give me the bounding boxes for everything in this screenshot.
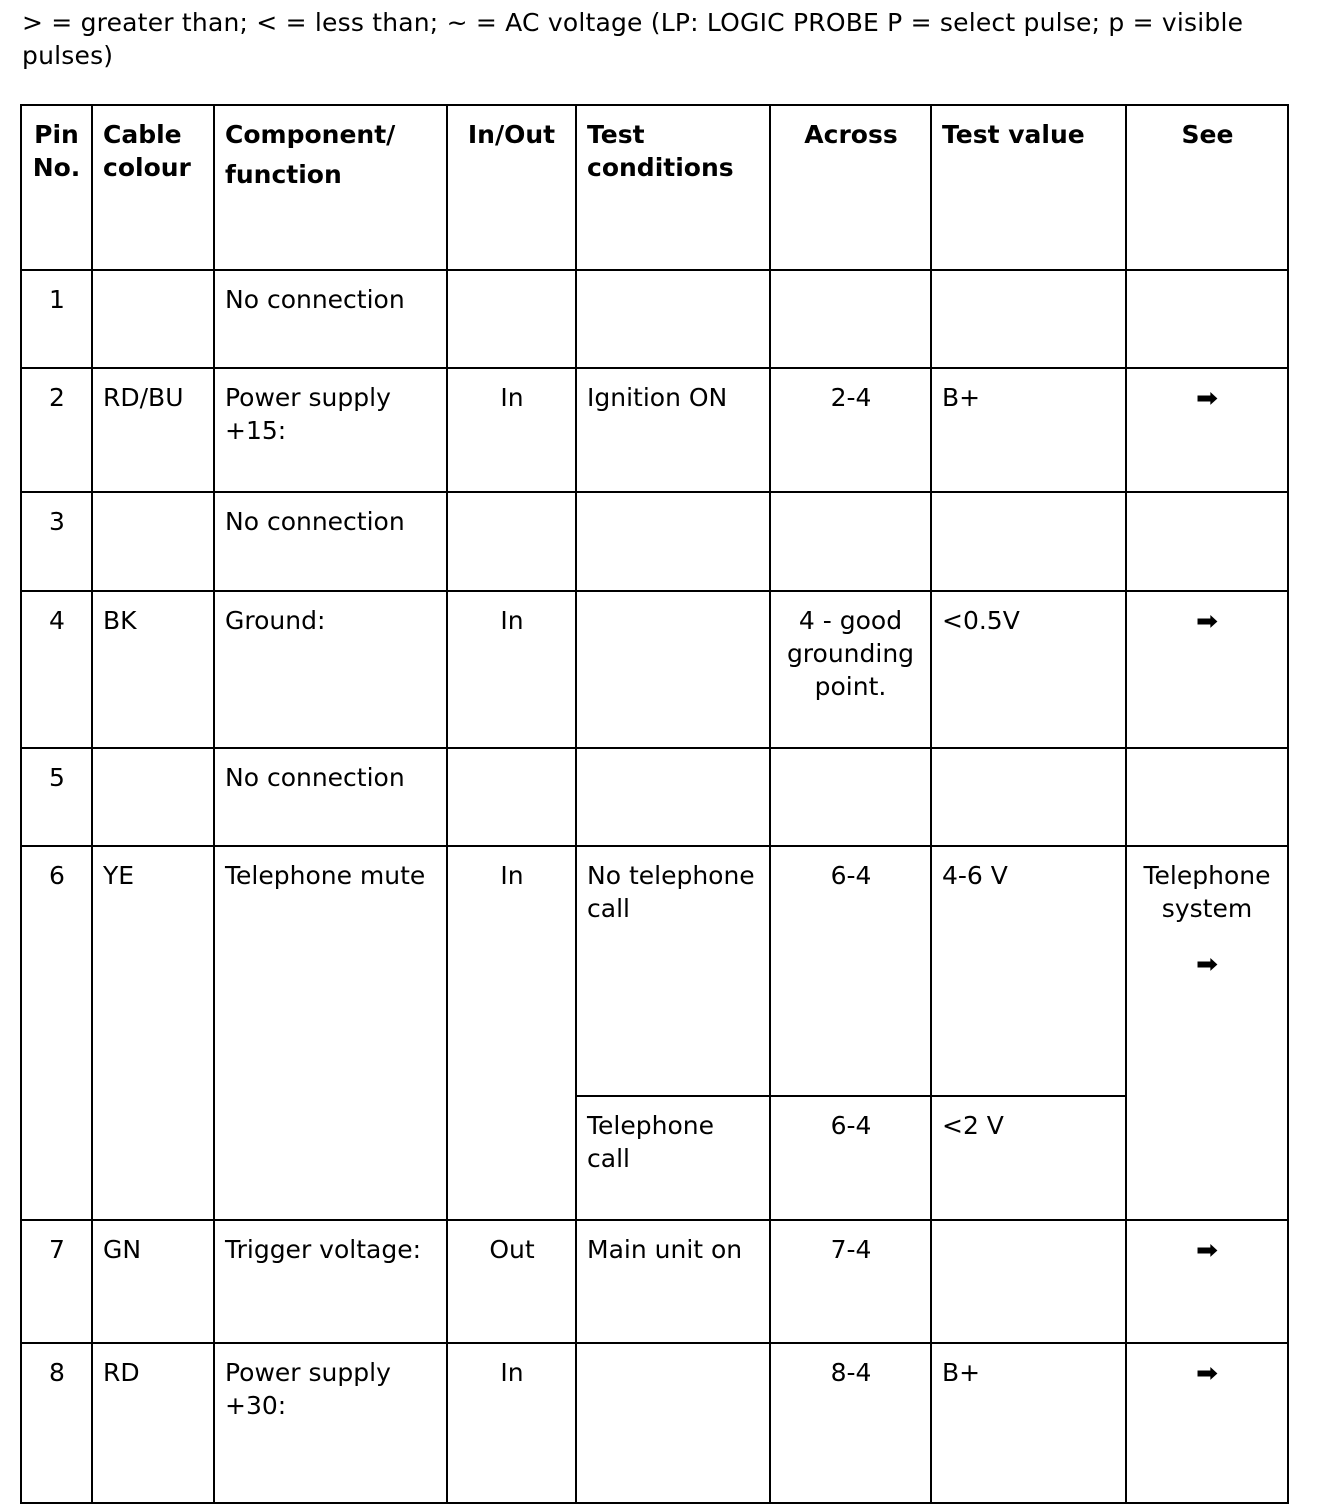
across: 7-4	[770, 1220, 931, 1343]
in-out	[447, 270, 576, 368]
component-function: No connection	[214, 270, 447, 368]
table-row	[21, 1343, 1288, 1503]
header-component-line2: function	[225, 160, 342, 189]
pin-number: 7	[21, 1220, 92, 1343]
see-cell	[1126, 748, 1288, 846]
test-value	[931, 1220, 1126, 1343]
across: 6-4	[770, 1096, 931, 1220]
in-out	[447, 492, 576, 591]
pin-assignment-table	[20, 104, 1289, 1504]
see-cell	[1126, 368, 1288, 492]
table-row	[21, 748, 1288, 846]
test-value: B+	[931, 1343, 1126, 1503]
header-cable-colour: Cable colour	[92, 105, 214, 270]
test-value: <2 V	[931, 1096, 1126, 1220]
test-conditions	[576, 591, 770, 748]
across: 8-4	[770, 1343, 931, 1503]
test-value: <0.5V	[931, 591, 1126, 748]
test-conditions	[576, 270, 770, 368]
cable-colour: RD	[92, 1343, 214, 1503]
test-conditions	[576, 492, 770, 591]
pin-number: 1	[21, 270, 92, 368]
pin-number: 4	[21, 591, 92, 748]
component-function: Power supply +30:	[214, 1343, 447, 1503]
across: 2-4	[770, 368, 931, 492]
right-arrow-icon[interactable]: ➡	[1195, 950, 1219, 978]
table-row	[21, 1220, 1288, 1343]
test-conditions: Telephone call	[576, 1096, 770, 1220]
right-arrow-icon[interactable]: ➡	[1196, 607, 1219, 635]
pin-number: 6	[21, 846, 92, 1220]
table-header-row	[21, 105, 1288, 270]
pin-number: 3	[21, 492, 92, 591]
in-out	[447, 748, 576, 846]
pin-number: 8	[21, 1343, 92, 1503]
test-conditions: Main unit on	[576, 1220, 770, 1343]
table-row	[21, 591, 1288, 748]
cable-colour: RD/BU	[92, 368, 214, 492]
component-function: Telephone mute	[214, 846, 447, 1220]
table-row	[21, 846, 1288, 1096]
component-function: Power supply +15:	[214, 368, 447, 492]
component-function: Trigger voltage:	[214, 1220, 447, 1343]
in-out: In	[447, 591, 576, 748]
header-pin: Pin No.	[21, 105, 92, 270]
see-cell	[1126, 1343, 1288, 1503]
cable-colour	[92, 748, 214, 846]
in-out: In	[447, 1343, 576, 1503]
in-out: In	[447, 368, 576, 492]
see-cell	[1126, 492, 1288, 591]
cable-colour	[92, 492, 214, 591]
test-conditions	[576, 748, 770, 846]
cable-colour: GN	[92, 1220, 214, 1343]
see-cell	[1126, 270, 1288, 368]
see-cell	[1126, 1220, 1288, 1343]
header-component-function	[214, 105, 447, 270]
header-see: See	[1126, 105, 1288, 270]
cable-colour: BK	[92, 591, 214, 748]
component-function: Ground:	[214, 591, 447, 748]
across	[770, 492, 931, 591]
across	[770, 748, 931, 846]
test-conditions: No telephone call	[576, 846, 770, 1096]
test-value	[931, 270, 1126, 368]
test-value: 4-6 V	[931, 846, 1126, 1096]
header-test-value: Test value	[931, 105, 1126, 270]
test-conditions: Ignition ON	[576, 368, 770, 492]
header-in-out: In/Out	[447, 105, 576, 270]
across: 4 - good grounding point.	[770, 591, 931, 748]
table-row	[21, 492, 1288, 591]
right-arrow-icon[interactable]: ➡	[1196, 1236, 1219, 1264]
pin-number: 2	[21, 368, 92, 492]
see-cell	[1126, 591, 1288, 748]
right-arrow-icon[interactable]: ➡	[1196, 1359, 1219, 1387]
table-row	[21, 368, 1288, 492]
see-cell	[1126, 846, 1288, 1220]
see-reference-link[interactable]: Telephone system	[1143, 861, 1271, 923]
component-function: No connection	[214, 492, 447, 591]
across: 6-4	[770, 846, 931, 1096]
header-component-line1: Component/	[225, 120, 396, 149]
in-out: Out	[447, 1220, 576, 1343]
header-across: Across	[770, 105, 931, 270]
symbol-legend: > = greater than; < = less than; ~ = AC voltage (LP: LOGIC PROBE P = select pulse; p = visible pulses)	[22, 8, 1244, 70]
test-value	[931, 748, 1126, 846]
across	[770, 270, 931, 368]
right-arrow-icon[interactable]: ➡	[1196, 384, 1219, 412]
header-test-conditions: Test conditions	[576, 105, 770, 270]
component-function: No connection	[214, 748, 447, 846]
cable-colour	[92, 270, 214, 368]
test-value: B+	[931, 368, 1126, 492]
in-out: In	[447, 846, 576, 1220]
cable-colour: YE	[92, 846, 214, 1220]
test-conditions	[576, 1343, 770, 1503]
test-value	[931, 492, 1126, 591]
table-row	[21, 270, 1288, 368]
pin-number: 5	[21, 748, 92, 846]
